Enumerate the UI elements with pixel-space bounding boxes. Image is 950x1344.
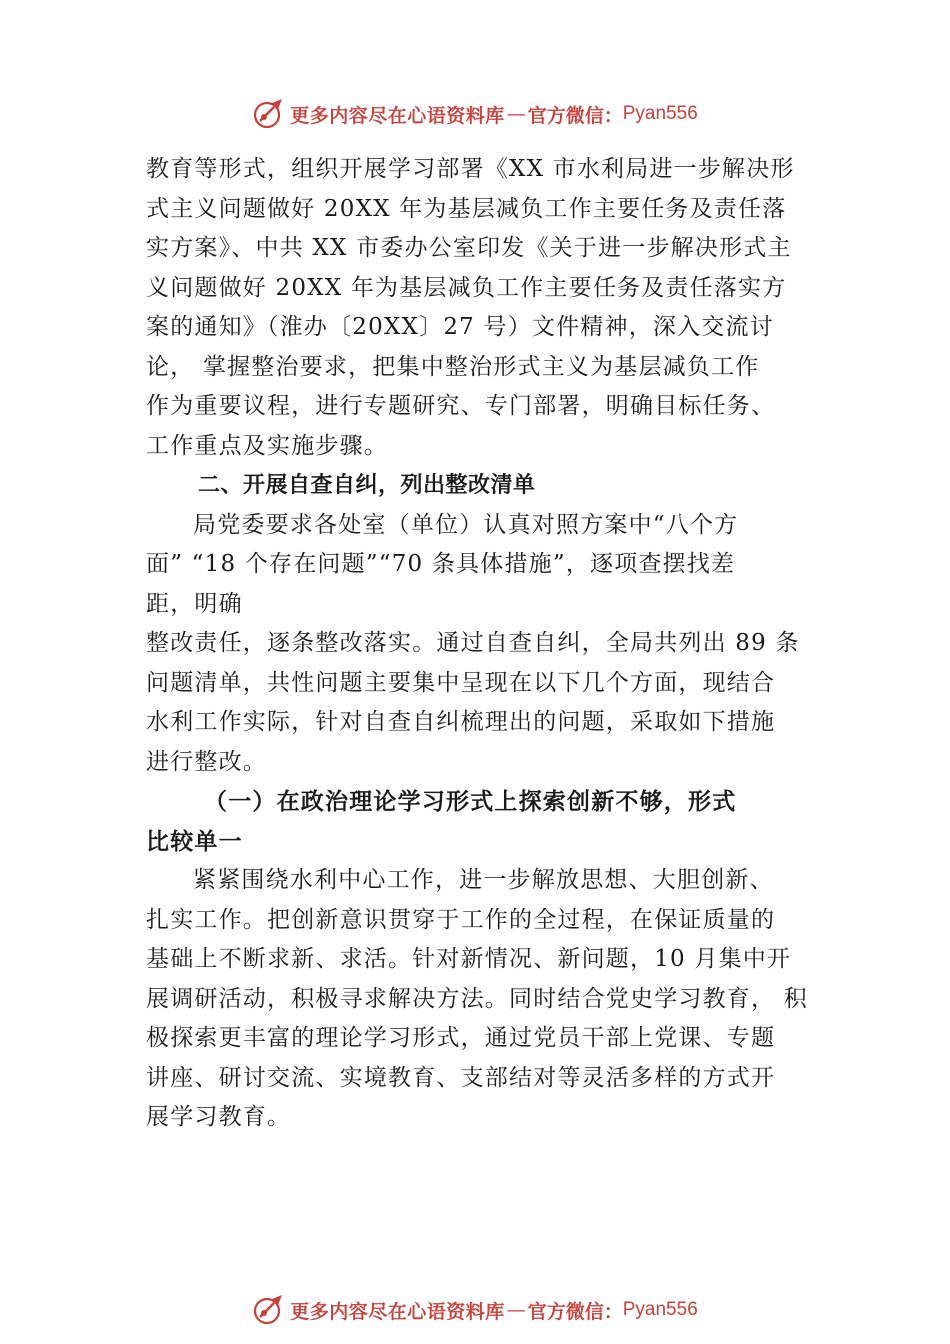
subsection-heading: （一）在政治理论学习形式上探索创新不够，形式 [204,788,737,815]
paragraph-line: 局党委要求各处室（单位）认真对照方案中“八个方 [193,511,739,538]
paragraph-line: 水利工作实际，针对自查自纠梳理出的问题，采取如下措施 [146,709,776,735]
paragraph-line: 教育等形式，组织开展学习部署《XX 市水利局进一步解决形 [146,156,795,182]
footer-wechat-label: 官方微信： [527,1300,623,1323]
paragraph-line: 论， 掌握整治要求，把集中整治形式主义为基层减负工作 [146,353,760,380]
paragraph-line: 基础上不断求新、求活。针对新情况、新问题，10 月集中开 [146,946,792,972]
subsection-heading-cont: 比较单一 [146,827,243,855]
paragraph-line: 义问题做好 20XX 年为基层减负工作主要任务及责任落实方 [146,274,787,301]
paragraph-line: 进行整改。 [146,748,267,775]
header-wechat-label: 官方微信： [527,104,623,127]
header-site-name: 更多内容尽在心语资料库 [290,104,505,127]
paragraph-line: 案的通知》（淮办〔20XX〕27 号）文件精神，深入交流讨 [146,314,774,340]
header-banner [0,94,950,134]
header-dash: — [506,103,526,125]
paragraph-line: 距，明确 [146,590,243,617]
paragraph-line: 面” “18 个存在问题”“70 条具体措施”，逐项查摆找差 [146,551,736,577]
logo-icon [252,97,286,131]
paragraph-line: 工作重点及实施步骤。 [146,432,388,459]
paragraph-line: 实方案》、中共 XX 市委办公室印发《关于进一步解决形式主 [146,235,792,261]
header-wechat-id: Pyan556 [622,103,698,124]
footer-banner [0,1290,950,1330]
logo-icon [252,1293,286,1327]
paragraph-line: 整改责任，逐条整改落实。通过自查自纠，全局共列出 89 条 [146,630,800,656]
paragraph-line: 紧紧围绕水利中心工作，进一步解放思想、大胆创新、 [193,867,774,893]
document-body [146,150,816,1138]
paragraph-line: 展调研活动，积极寻求解决方法。同时结合党史学习教育， 积 [146,985,808,1012]
section-heading: 二、开展自查自纠，列出整改清单 [198,473,536,498]
paragraph-line: 极探索更丰富的理论学习形式，通过党员干部上党课、专题 [146,1025,776,1051]
paragraph-line: 扎实工作。把创新意识贯穿于工作的全过程，在保证质量的 [146,906,776,933]
paragraph-line: 讲座、研讨交流、实境教育、支部结对等灵活多样的方式开 [146,1064,776,1091]
paragraph-line: 展学习教育。 [146,1104,292,1130]
paragraph-line: 问题清单，共性问题主要集中呈现在以下几个方面，现结合 [146,669,776,696]
paragraph-line: 式主义问题做好 20XX 年为基层减负工作主要任务及责任落 [146,195,787,222]
paragraph-line: 作为重要议程，进行专题研究、专门部署，明确目标任务、 [146,393,776,419]
footer-wechat-id: Pyan556 [622,1299,698,1320]
footer-site-name: 更多内容尽在心语资料库 [290,1300,505,1323]
footer-dash: — [506,1299,526,1321]
